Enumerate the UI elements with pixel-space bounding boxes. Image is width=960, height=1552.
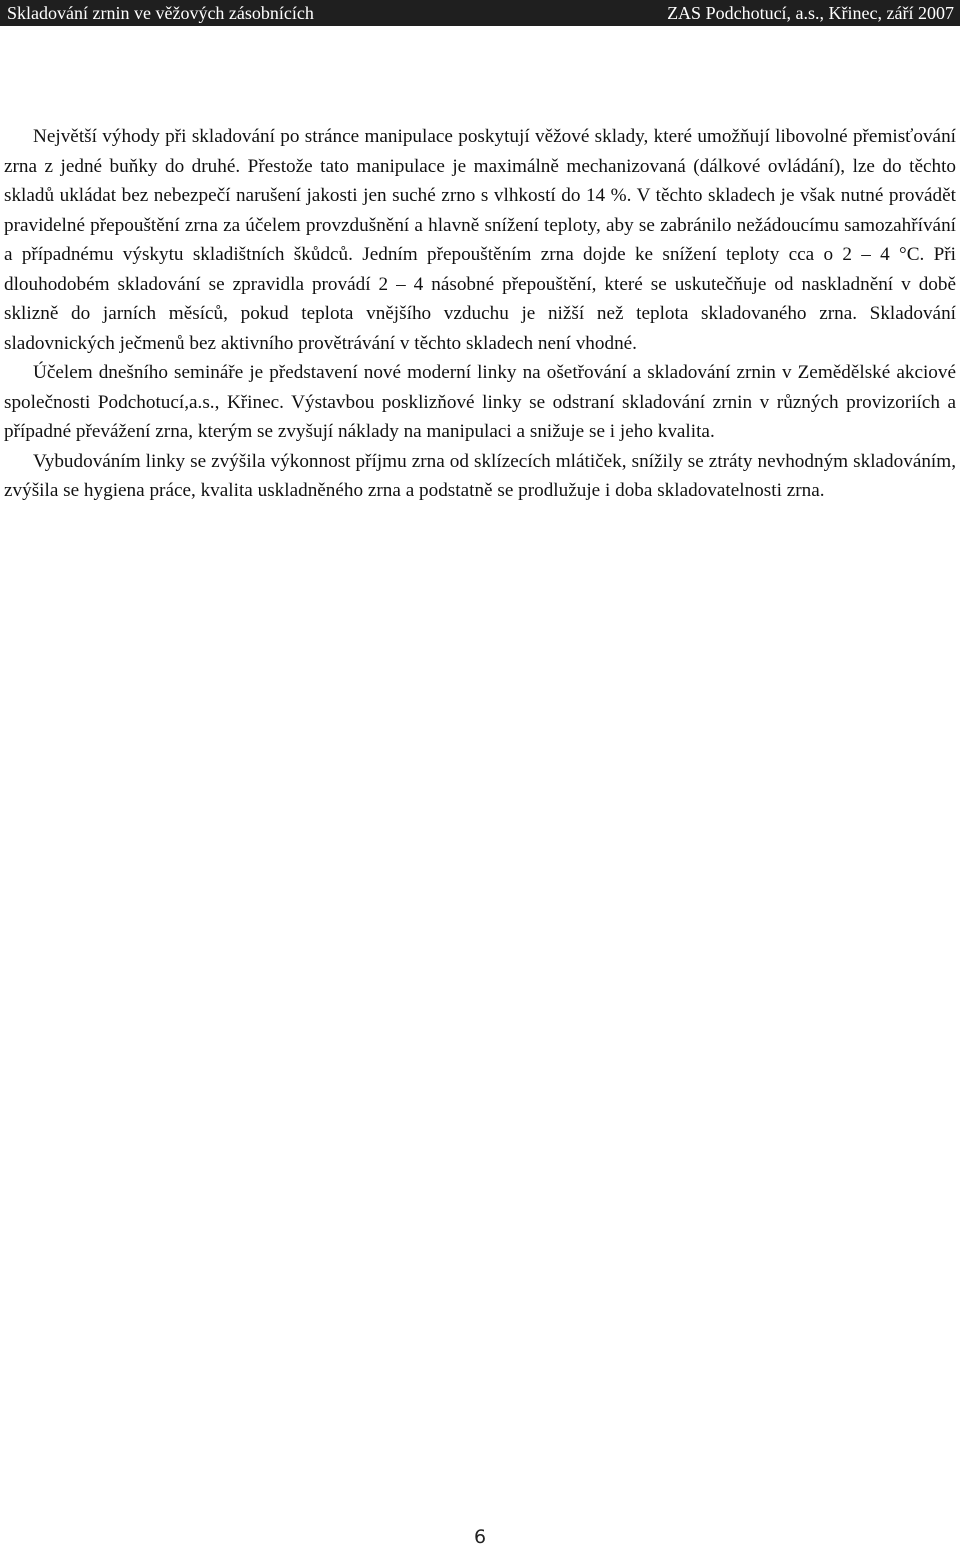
running-header bbox=[0, 0, 960, 26]
header-document-title: Skladování zrnin ve věžových zásobnících bbox=[7, 3, 314, 23]
paragraph-storage-advantages: Největší výhody při skladování po stránce manipulace poskytují věžové sklady, které umožňují libovolné přemisťování zrna z jedné buňky do druhé. Přestože tato manipulace je maximálně mechanizovaná (dálkové ovládání), lze do těchto skladů ukládat bez nebezpečí narušení jakosti jen suché zrno s vlhkostí do 14 %. V těchto skladech je však nutné provádět pravidelné přepouštění zrna za účelem provzdušnění a hlavně snížení teploty, aby se zabránilo nežádoucímu samozahřívání a případnému výskytu skladištních škůdců. Jedním přepouštěním zrna dojde ke snížení teploty cca o 2 – 4 °C. Při dlouhodobém skladování se zpravidla provádí 2 – 4 násobné přepouštění, které se uskutečňuje od naskladnění v době sklizně do jarních měsíců, pokud teplota vnějšího vzduchu je nižší než teplota skladovaného zrna. Skladování sladovnických ječmenů bez aktivního provětrávání v těchto skladech není vhodné. bbox=[4, 126, 956, 354]
page-number: 6 bbox=[473, 1526, 487, 1548]
header-company-date: ZAS Podchotucí, a.s., Křinec, září 2007 bbox=[667, 3, 954, 23]
paragraph-seminar-purpose: Účelem dnešního semináře je představení nové moderní linky na ošetřování a skladování zrnin v Zemědělské akciové společnosti Podchotucí,a.s., Křinec. Výstavbou posklizňové linky se odstraní skladování zrnin v různých provizoriích a případné převážení zrna, kterým se zvyšují náklady na manipulaci a snižuje se i jeho kvalita. bbox=[4, 362, 956, 442]
paragraph-line-benefits: Vybudováním linky se zvýšila výkonnost příjmu zrna od sklízecích mlátiček, snížily se ztráty nevhodným skladováním, zvýšila se hygiena práce, kvalita uskladněného zrna a podstatně se prodlužuje i doba skladovatelnosti zrna. bbox=[4, 450, 956, 501]
body-text bbox=[4, 122, 956, 506]
